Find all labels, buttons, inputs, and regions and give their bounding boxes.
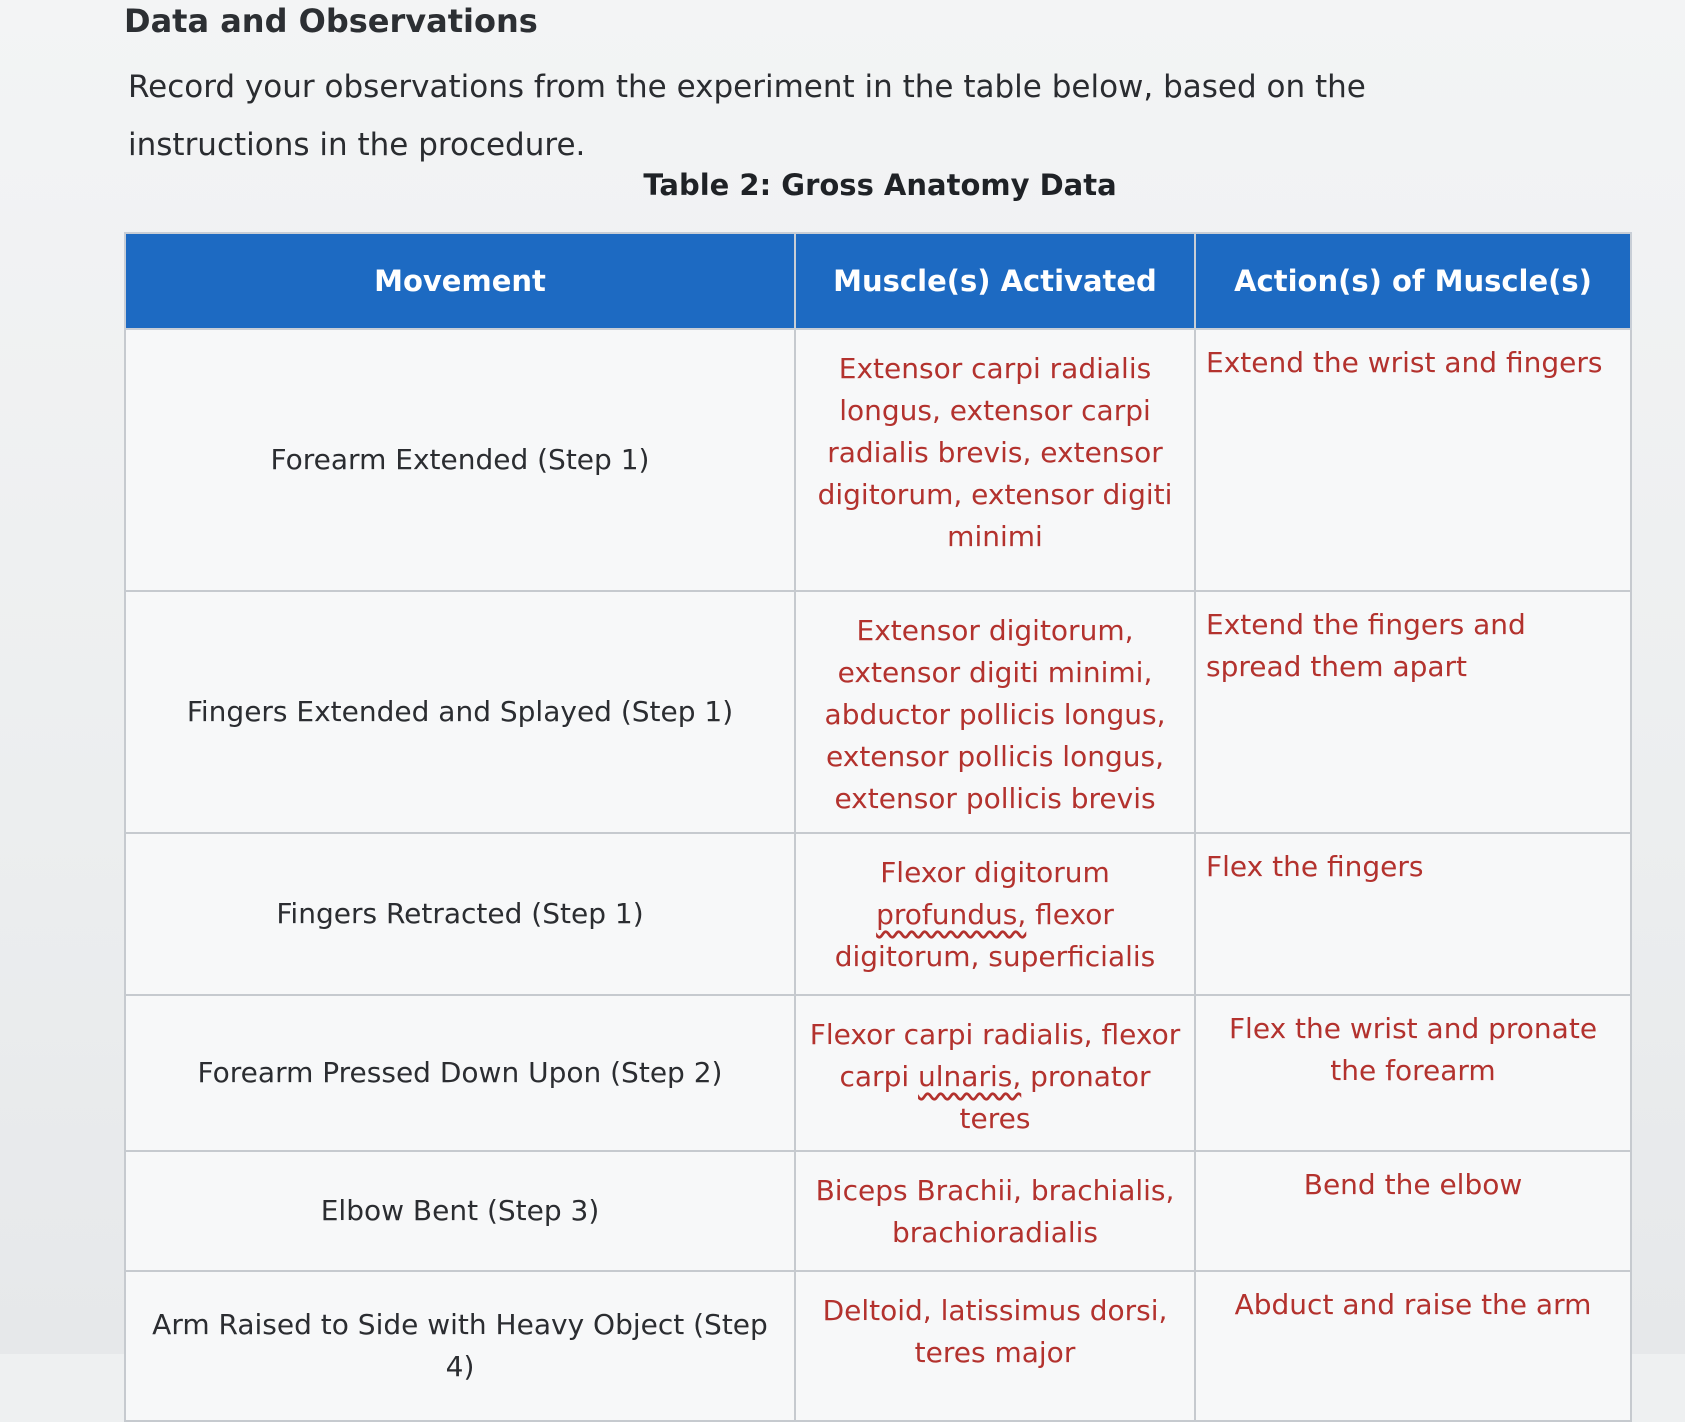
movement-cell: Arm Raised to Side with Heavy Object (Step 4) (125, 1271, 795, 1421)
table-row (125, 329, 1631, 591)
gross-anatomy-table (124, 232, 1632, 1422)
table-row (125, 833, 1631, 995)
header-muscles-activated: Muscle(s) Activated (795, 233, 1195, 329)
header-movement: Movement (125, 233, 795, 329)
movement-cell: Forearm Pressed Down Upon (Step 2) (125, 995, 795, 1151)
table-header-row (125, 233, 1631, 329)
table-caption: Table 2: Gross Anatomy Data (643, 168, 1117, 202)
action-cell[interactable]: Extend the wrist and fingers (1195, 329, 1631, 591)
table-row (125, 591, 1631, 833)
action-cell[interactable]: Flex the wrist and pronate the forearm (1195, 995, 1631, 1151)
movement-cell: Elbow Bent (Step 3) (125, 1151, 795, 1271)
action-cell[interactable]: Abduct and raise the arm (1195, 1271, 1631, 1421)
section-heading: Data and Observations (124, 2, 538, 40)
header-actions-of-muscles: Action(s) of Muscle(s) (1195, 233, 1631, 329)
muscles-text: flexor digitorum, superficialis (834, 898, 1156, 973)
muscles-text: pronator teres (959, 1060, 1151, 1135)
movement-cell: Forearm Extended (Step 1) (125, 329, 795, 591)
movement-cell: Fingers Retracted (Step 1) (125, 833, 795, 995)
action-cell[interactable]: Bend the elbow (1195, 1151, 1631, 1271)
action-cell[interactable]: Flex the fingers (1195, 833, 1631, 995)
muscles-cell[interactable]: Extensor carpi radialis longus, extensor carpi radialis brevis, extensor digitorum, extensor digiti minimi (795, 329, 1195, 591)
spellcheck-flagged-word: profundus, (876, 898, 1027, 931)
muscles-cell[interactable]: Deltoid, latissimus dorsi, teres major (795, 1271, 1195, 1421)
action-cell[interactable]: Extend the fingers and spread them apart (1195, 591, 1631, 833)
table-row (125, 995, 1631, 1151)
gross-anatomy-table-container (124, 232, 1630, 1422)
muscles-cell[interactable] (795, 833, 1195, 995)
muscles-cell[interactable]: Biceps Brachii, brachialis, brachioradialis (795, 1151, 1195, 1271)
muscles-cell[interactable]: Extensor digitorum, extensor digiti minimi, abductor pollicis longus, extensor pollicis longus, extensor pollicis brevis (795, 591, 1195, 833)
muscles-text: Flexor carpi radialis, flexor carpi (809, 1018, 1181, 1093)
table-row (125, 1151, 1631, 1271)
muscles-text: Flexor digitorum (880, 856, 1110, 889)
spellcheck-flagged-word: ulnaris, (918, 1060, 1022, 1093)
movement-cell: Fingers Extended and Splayed (Step 1) (125, 591, 795, 833)
muscles-cell[interactable] (795, 995, 1195, 1151)
table-row (125, 1271, 1631, 1421)
intro-paragraph: Record your observations from the experiment in the table below, based on the instructions in the procedure. (128, 69, 1366, 163)
